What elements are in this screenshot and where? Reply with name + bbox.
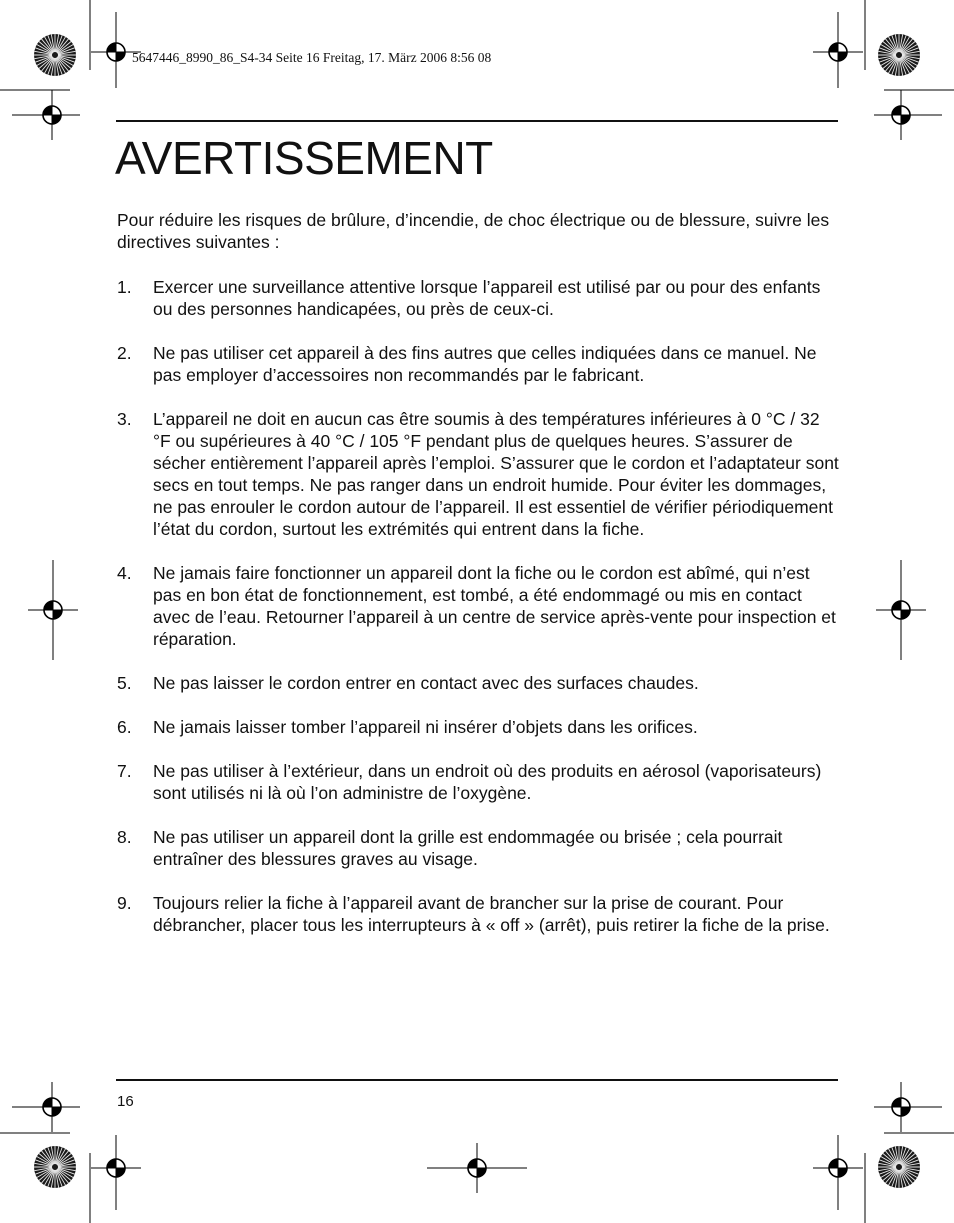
star-target-icon bbox=[34, 1146, 76, 1188]
list-item bbox=[117, 408, 839, 540]
item-number: 4. bbox=[117, 563, 132, 583]
item-number: 7. bbox=[117, 761, 132, 781]
printer-slug: 5647446_8990_86_S4-34 Seite 16 Freitag, 17. März 2006 8:56 08 bbox=[132, 50, 492, 65]
item-text: Ne pas utiliser cet appareil à des fins autres que celles indiquées dans ce manuel. Ne pas employer d’accessoires non recommandés par le fabricant. bbox=[153, 343, 817, 385]
page-title: AVERTISSEMENT bbox=[115, 132, 493, 184]
item-number: 9. bbox=[117, 893, 132, 913]
item-text: Ne pas utiliser un appareil dont la grille est endommagée ou brisée ; cela pourrait entraîner des blessures graves au visage. bbox=[153, 827, 783, 869]
intro-paragraph: Pour réduire les risques de brûlure, d’incendie, de choc électrique ou de blessure, suivre les directives suivantes : bbox=[117, 210, 830, 252]
warning-list bbox=[117, 276, 839, 958]
page-number: 16 bbox=[117, 1093, 134, 1110]
item-number: 3. bbox=[117, 409, 132, 429]
item-text: Toujours relier la fiche à l’appareil avant de brancher sur la prise de courant. Pour débrancher, placer tous les interrupteurs à « off » (arrêt), puis retirer la fiche de la prise. bbox=[153, 893, 830, 935]
item-number: 1. bbox=[117, 277, 132, 297]
list-item bbox=[117, 276, 839, 320]
item-text: Ne pas laisser le cordon entrer en contact avec des surfaces chaudes. bbox=[153, 673, 699, 693]
star-target-icon bbox=[34, 34, 76, 76]
item-text: Ne jamais faire fonctionner un appareil dont la fiche ou le cordon est abîmé, qui n’est pas en bon état de fonctionnement, est tombé, a été endommagé ou mis en contact avec de l’eau. Retourner l’appareil à un centre de service après-vente pour inspection et réparation. bbox=[153, 563, 836, 649]
item-text: Exercer une surveillance attentive lorsque l’appareil est utilisé par ou pour des enfants ou des personnes handicapées, ou près de ceux-ci. bbox=[153, 277, 821, 319]
top-rule bbox=[116, 120, 838, 122]
bottom-rule bbox=[116, 1079, 838, 1081]
list-item bbox=[117, 342, 839, 386]
list-item bbox=[117, 716, 839, 738]
item-number: 8. bbox=[117, 827, 132, 847]
item-number: 2. bbox=[117, 343, 132, 363]
item-number: 6. bbox=[117, 717, 132, 737]
list-item bbox=[117, 826, 839, 870]
list-item bbox=[117, 760, 839, 804]
list-item bbox=[117, 892, 839, 936]
star-target-icon bbox=[878, 1146, 920, 1188]
star-target-icon bbox=[878, 34, 920, 76]
list-item bbox=[117, 672, 839, 694]
item-text: Ne pas utiliser à l’extérieur, dans un endroit où des produits en aérosol (vaporisateurs) sont utilisés ni là où l’on administre de l’oxygène. bbox=[153, 761, 822, 803]
item-text: Ne jamais laisser tomber l’appareil ni insérer d’objets dans les orifices. bbox=[153, 717, 698, 737]
item-text: L’appareil ne doit en aucun cas être soumis à des températures inférieures à 0 °C / 32 °F ou supérieures à 40 °C / 105 °F pendant plus de quelques heures. S’assurer de sécher entièrement l’appareil après l’emploi. S’assurer que le cordon et l’adaptateur sont secs en tout temps. Ne pas ranger dans un endroit humide. Pour éviter les dommages, ne pas enrouler le cordon autour de l’appareil. Il est essentiel de vérifier périodiquement l’état du cordon, surtout les extrémités qui entrent dans la fiche. bbox=[153, 409, 839, 539]
list-item bbox=[117, 562, 839, 650]
item-number: 5. bbox=[117, 673, 132, 693]
